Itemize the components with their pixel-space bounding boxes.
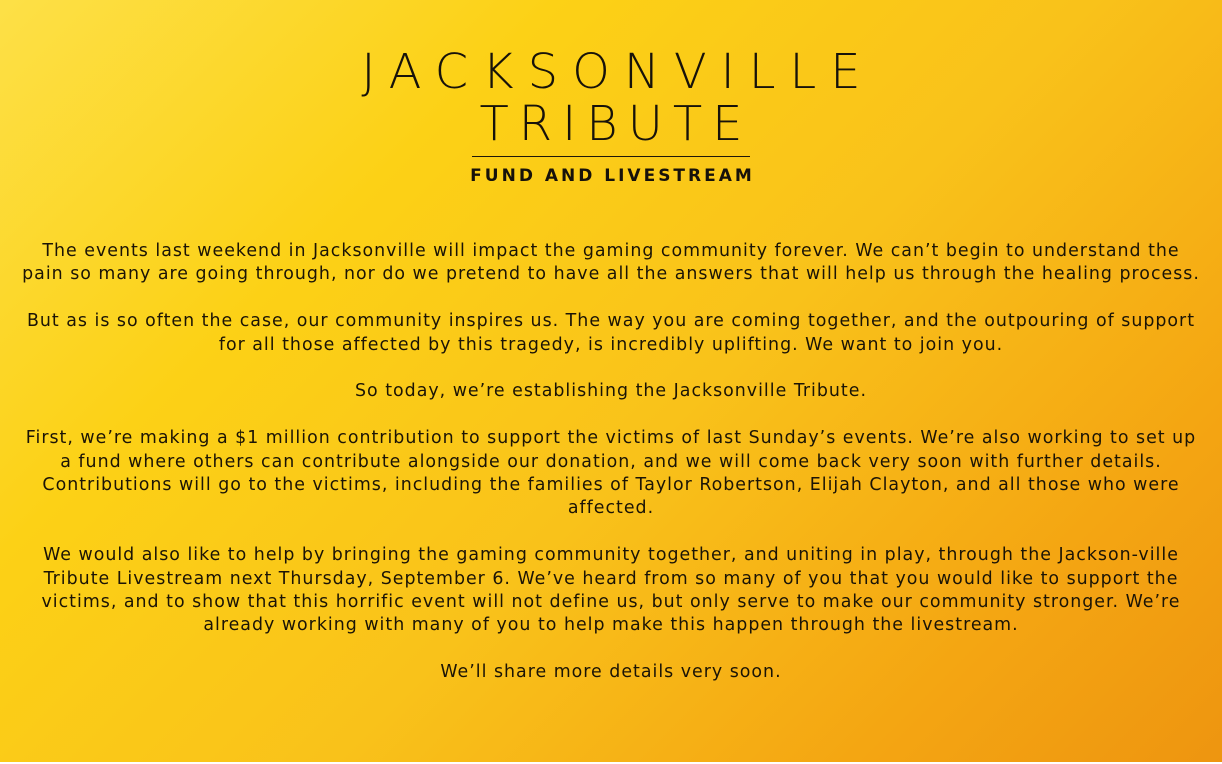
subtitle-fund-and-livestream: FUND AND LIVESTREAM xyxy=(470,166,755,186)
paragraph-livestream: We would also like to help by bringing the gaming community together, and uniting in play, through the Jackson-ville Tribute Livestream next Thursday, September 6. We’ve heard from so many of you that you would like to support the victims, and to show that this horrific event will not define us, but only serve to make our community stronger. We’re already working with many of you to help make this happen through the livestream. xyxy=(41,545,1181,636)
title-tribute: TRIBUTE xyxy=(479,96,753,152)
paragraph-contribution: First, we’re making a $1 million contribution to support the victims of last Sunday’s events. We’re also working to set up a fund where others can contribute alongside our donation, and we will come back very soon with further details. Contributions will go to the victims, including the families of Taylor Robertson, Elijah Clayton, and all those who were affected. xyxy=(25,428,1197,519)
tribute-logo xyxy=(0,44,1222,186)
paragraph-closing: We’ll share more details very soon. xyxy=(440,662,782,683)
paragraph-community: But as is so often the case, our community inspires us. The way you are coming together, and the outpouring of support for all those affected by this tragedy, is incredibly uplifting. We want to join you. xyxy=(26,311,1196,355)
paragraph-establishing: So today, we’re establishing the Jacksonville Tribute. xyxy=(355,381,867,402)
title-divider xyxy=(472,156,750,157)
title-jacksonville: JACKSONVILLE xyxy=(361,44,875,100)
paragraph-events: The events last weekend in Jacksonville will impact the gaming community forever. We can’t begin to understand the pain so many are going through, nor do we pretend to have all the answers that will help us through the healing process. xyxy=(22,241,1200,285)
announcement-body xyxy=(22,240,1200,708)
